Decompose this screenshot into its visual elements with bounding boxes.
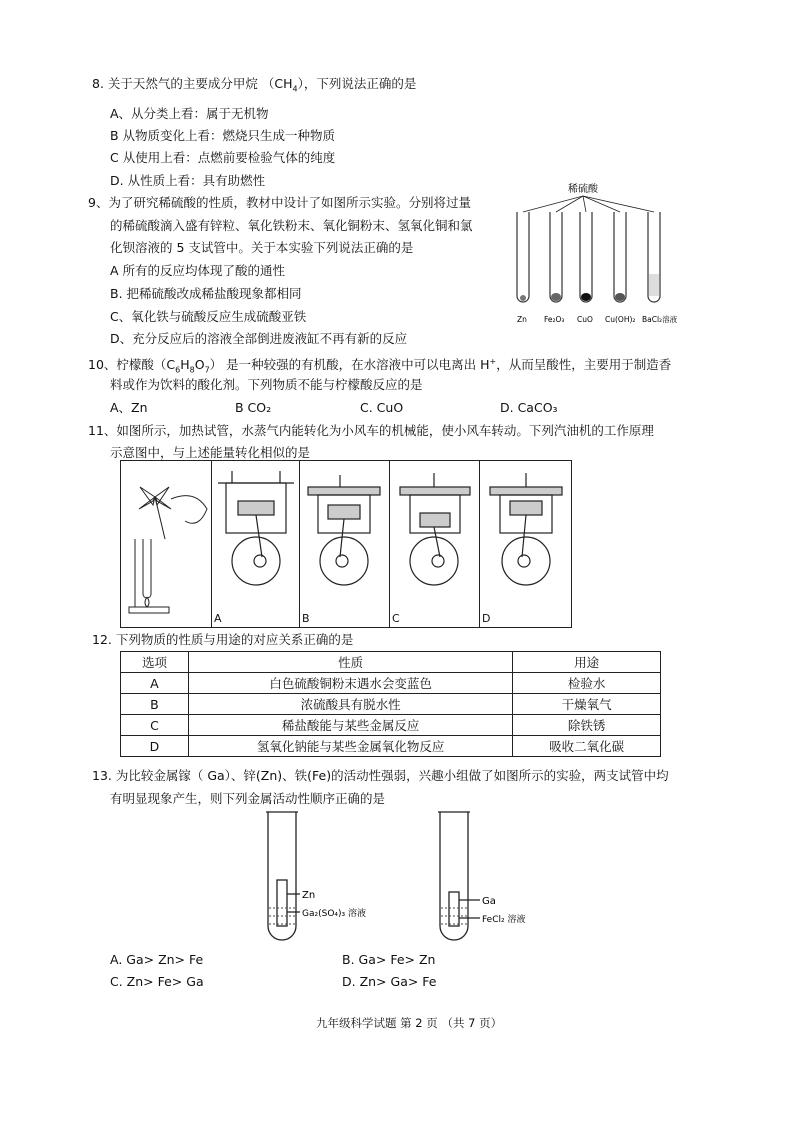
q10-option-c: C. CuO <box>360 400 404 415</box>
q9-option-d: D、充分反应后的溶液全部倒进废液缸不再有新的反应 <box>110 331 408 346</box>
q9-fig-label-fe2o3: Fe₂O₃ <box>544 315 565 324</box>
q9-option-b: B. 把稀硫酸改成稀盐酸现象都相同 <box>110 286 302 301</box>
q11-stem-line2: 示意图中，与上述能量转化相似的是 <box>110 445 311 460</box>
q9-option-c: C、氧化铁与硫酸反应生成硫酸亚铁 <box>110 309 307 324</box>
q10-option-b: B CO₂ <box>235 400 272 415</box>
q9-stem-line2: 的稀硫酸滴入盛有锌粒、氧化铁粉末、氧化铜粉末、氢氧化铜和氯 <box>110 218 473 233</box>
q11-engine-c <box>389 461 480 627</box>
q12-stem: 12. 下列物质的性质与用途的对应关系正确的是 <box>92 632 354 647</box>
pinwheel-experiment-icon <box>125 469 211 619</box>
q13-stem-line1: 13. 为比较金属镓（ Ga）、锌(Zn)、铁(Fe)的活动性强弱，兴趣小组做了如图所示的实验，两支试管中均 <box>92 768 669 783</box>
q8-option-d: D. 从性质上看：具有助燃性 <box>110 173 266 188</box>
engine-diagram-icon <box>300 461 390 601</box>
q9-fig-label-cuoh2: Cu(OH)₂ <box>605 315 636 324</box>
q9-test-tubes-figure <box>508 178 688 328</box>
q13-fig1-metal-label: Zn <box>302 890 316 901</box>
table-cell: 浓硫酸具有脱水性 <box>188 694 512 715</box>
table-cell: 检验水 <box>513 673 661 694</box>
engine-diagram-icon <box>480 461 572 601</box>
q9-stem-line3: 化钡溶液的 5 支试管中。关于本实验下列说法正确的是 <box>110 240 414 255</box>
q9-fig-label-cuo: CuO <box>577 315 593 324</box>
q11-stem-line1: 11、如图所示，加热试管，水蒸气内能转化为小风车的机械能，使小风车转动。下列汽油机的工作原理 <box>88 423 654 438</box>
q8-option-b: B 从物质变化上看：燃烧只生成一种物质 <box>110 128 336 143</box>
q11-engine-a <box>211 461 300 627</box>
q13-fig2-solution-label: FeCl₂ 溶液 <box>482 915 526 925</box>
table-cell: C <box>121 715 189 736</box>
q10-stem-line1: 10、柠檬酸$(C_6H_8O_7)$ 是一种较强的有机酸，在水溶液中可以电离出 H+，从而呈酸性，主要用于制造香 <box>88 357 672 375</box>
table-header-row <box>121 652 661 673</box>
table-header-cell: 性质 <box>188 652 512 673</box>
q11-figure-box <box>120 460 572 628</box>
q13-test-tube-zn-figure <box>258 808 388 948</box>
q10-stem-line2: 料或作为饮料的酸化剂。下列物质不能与柠檬酸反应的是 <box>110 377 423 392</box>
engine-diagram-icon <box>390 461 480 601</box>
q11-engine-d <box>479 461 572 627</box>
q9-stem-line1: 9、为了研究稀硫酸的性质，教材中设计了如图所示实验。分别将过量 <box>88 195 471 210</box>
table-cell: 干燥氧气 <box>513 694 661 715</box>
q9-fig-top-label: 稀硫酸 <box>568 184 598 195</box>
q13-stem-line2: 有明显现象产生，则下列金属活动性顺序正确的是 <box>110 791 386 806</box>
q9-fig-label-zn: Zn <box>517 315 527 324</box>
q9-option-a: A 所有的反应均体现了酸的通性 <box>110 263 286 278</box>
q11-engine-b <box>299 461 390 627</box>
q10-option-d: D. CaCO₃ <box>500 400 558 415</box>
q12-table <box>120 651 661 757</box>
q10-option-a: A、Zn <box>110 400 148 415</box>
q9-fig-label-bacl2: BaCl₂溶液 <box>642 315 678 324</box>
q13-fig2-metal-label: Ga <box>482 896 496 907</box>
table-cell: 白色硫酸铜粉末遇水会变蓝色 <box>188 673 512 694</box>
q8-option-c: C 从使用上看：点燃前要检验气体的纯度 <box>110 150 336 165</box>
table-cell: B <box>121 694 189 715</box>
q13-fig1-solution-label: Ga₂(SO₄)₃ 溶液 <box>302 909 366 919</box>
q11-label-c: C <box>392 612 400 625</box>
table-row <box>121 715 661 736</box>
q11-label-d: D <box>482 612 491 625</box>
q11-label-b: B <box>302 612 310 625</box>
q13-option-d: D. Zn> Ga> Fe <box>342 974 437 989</box>
table-cell: D <box>121 736 189 757</box>
table-cell: 氢氧化钠能与某些金属氧化物反应 <box>188 736 512 757</box>
q8-option-a: A、从分类上看：属于无机物 <box>110 106 269 121</box>
table-cell: 稀盐酸能与某些金属反应 <box>188 715 512 736</box>
table-cell: 吸收二氧化碳 <box>513 736 661 757</box>
q13-test-tube-ga-figure <box>432 808 562 948</box>
table-header-cell: 选项 <box>121 652 189 673</box>
q8-stem: 8. 关于天然气的主要成分甲烷 $(CH_4)$，下列说法正确的是 <box>92 76 417 94</box>
table-row <box>121 694 661 715</box>
table-row <box>121 673 661 694</box>
table-row <box>121 736 661 757</box>
q11-label-a: A <box>214 612 222 625</box>
page-footer: 九年级科学试题 第 2 页 （共 7 页） <box>316 1016 503 1030</box>
q13-option-b: B. Ga> Fe> Zn <box>342 952 436 967</box>
engine-diagram-icon <box>212 461 300 601</box>
table-header-cell: 用途 <box>513 652 661 673</box>
q13-option-c: C. Zn> Fe> Ga <box>110 974 204 989</box>
table-cell: A <box>121 673 189 694</box>
table-cell: 除铁锈 <box>513 715 661 736</box>
q13-option-a: A. Ga> Zn> Fe <box>110 952 204 967</box>
